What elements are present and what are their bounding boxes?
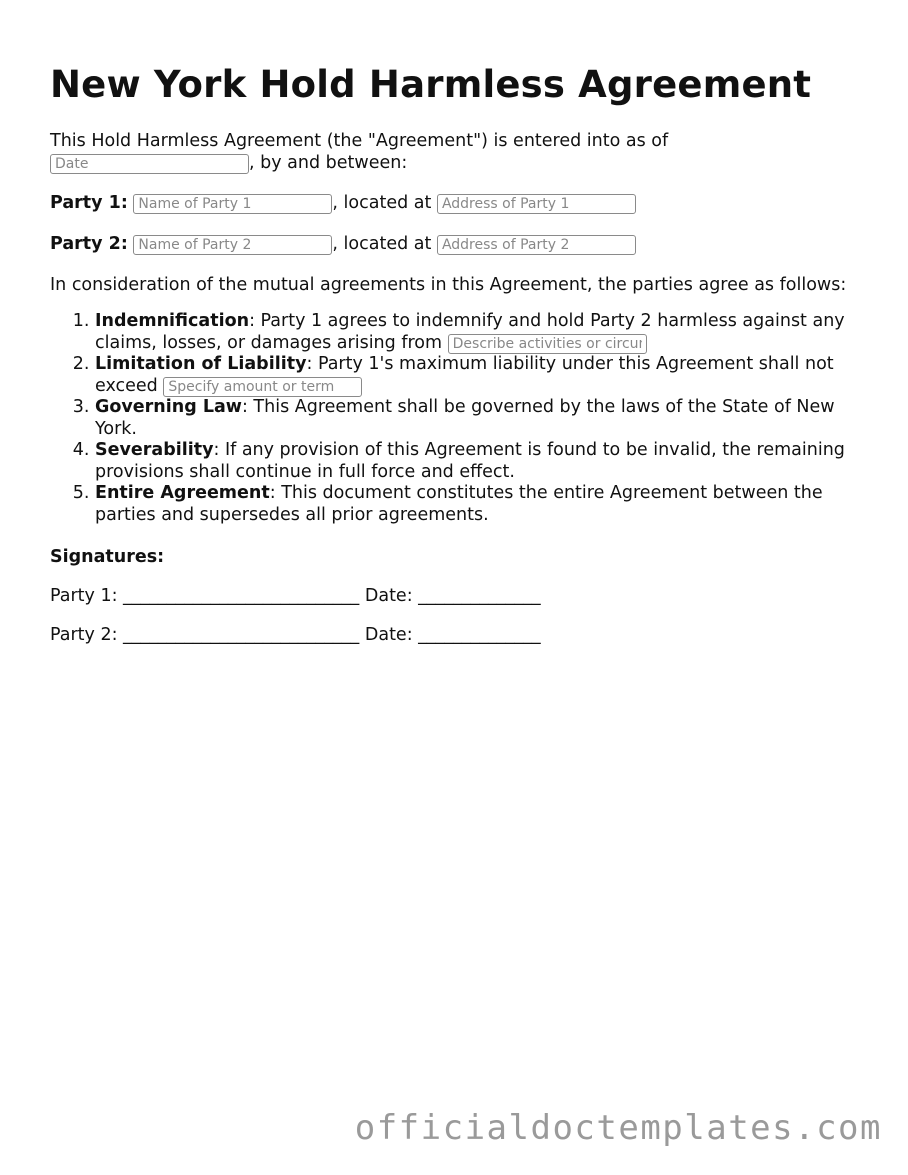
document-page <box>50 60 865 646</box>
party-2-name-field[interactable] <box>133 235 332 255</box>
watermark: officialdoctemplates.com <box>354 1108 882 1148</box>
term-text: : This Agreement shall be governed by the laws of the State of New York. <box>95 397 835 439</box>
term-heading: Governing Law <box>95 397 242 417</box>
party-1-address-field[interactable] <box>437 194 636 214</box>
party-1-name-field[interactable] <box>133 194 332 214</box>
term-severability <box>95 440 865 483</box>
term-heading: Limitation of Liability <box>95 354 307 374</box>
party-2-address-field[interactable] <box>437 235 636 255</box>
term-text: : If any provision of this Agreement is found to be invalid, the remaining provisions shall continue in full force and effect. <box>95 440 845 482</box>
party-1-label: Party 1: <box>50 193 128 213</box>
intro-text: This Hold Harmless Agreement (the "Agreement") is entered into as of <box>50 131 669 151</box>
located-at-text: , located at <box>332 234 432 254</box>
terms-list <box>50 311 865 526</box>
term-heading: Entire Agreement <box>95 483 270 503</box>
term-text: : This document constitutes the entire Agreement between the parties and supersedes all prior agreements. <box>95 483 823 525</box>
term-limitation-of-liability <box>95 354 865 397</box>
signature-line-party-1: Party 1: ___________________________ Date: ______________ <box>50 586 541 606</box>
term-text: : Party 1 agrees to indemnify and hold Party 2 harmless against any claims, losses, or damages arising from <box>95 311 845 353</box>
term-entire-agreement <box>95 483 865 526</box>
party-2-label: Party 2: <box>50 234 128 254</box>
date-field[interactable] <box>50 154 249 174</box>
intro-paragraph <box>50 130 865 174</box>
activities-field[interactable] <box>448 334 647 354</box>
term-heading: Severability <box>95 440 214 460</box>
page-title: New York Hold Harmless Agreement <box>50 63 812 106</box>
term-heading: Indemnification <box>95 311 250 331</box>
intro-text-after: , by and between: <box>249 153 408 173</box>
consideration-paragraph: In consideration of the mutual agreements in this Agreement, the parties agree as follows: <box>50 275 847 295</box>
liability-amount-field[interactable] <box>163 377 362 397</box>
term-governing-law <box>95 397 865 440</box>
signature-line-party-2: Party 2: ___________________________ Date: ______________ <box>50 625 541 645</box>
signatures-heading: Signatures: <box>50 547 165 567</box>
located-at-text: , located at <box>332 193 432 213</box>
party-2-line <box>50 232 865 256</box>
term-text: : Party 1's maximum liability under this Agreement shall not exceed <box>95 354 834 396</box>
party-1-line <box>50 191 865 215</box>
term-indemnification <box>95 311 865 354</box>
